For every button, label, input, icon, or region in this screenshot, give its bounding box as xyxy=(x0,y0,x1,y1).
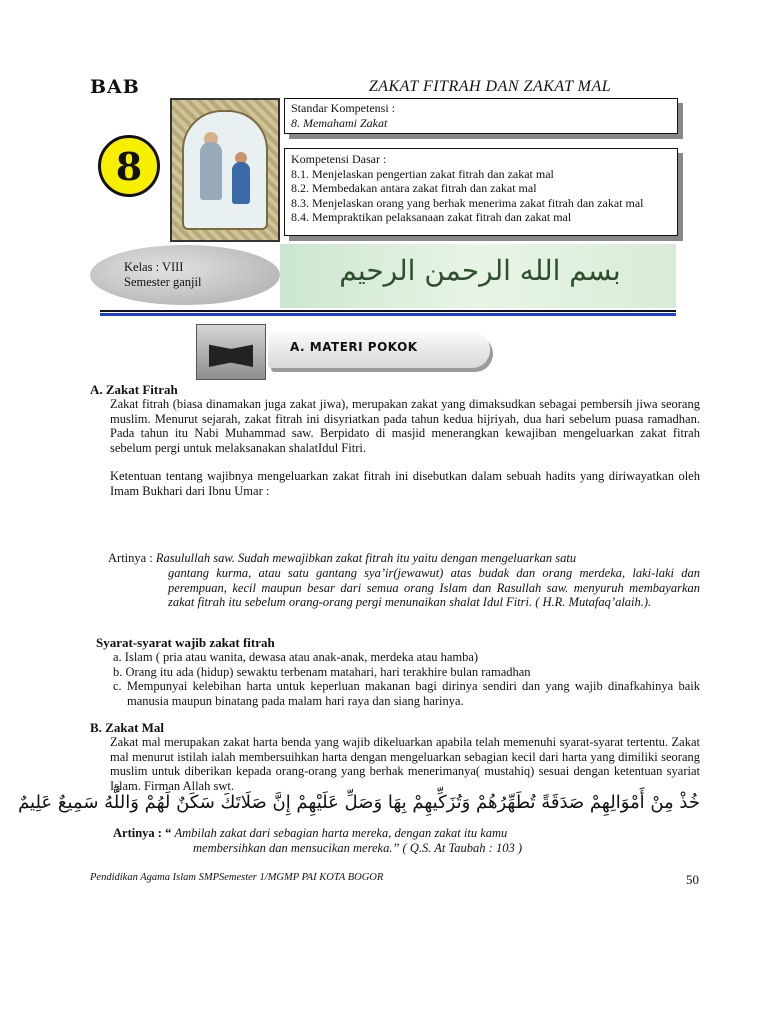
divider-line xyxy=(100,310,676,312)
kompetensi-dasar-heading: Kompetensi Dasar : xyxy=(291,152,387,166)
section-b-title: B. Zakat Mal xyxy=(90,720,165,735)
chapter-title: ZAKAT FITRAH DAN ZAKAT MAL xyxy=(368,78,612,95)
section-a-paragraph: Zakat fitrah (biasa dinamakan juga zakat jiwa), merupakan zakat yang dimaksudkan sebagai pembersih jiwa seorang muslim. Menurut sejarah, zakat fitrah ini disyriatkan pada tahun kedua hijriyah, dua hari sebelum puasa ramadhan. Pada tahun itu Nabi Muhammad saw. Berpidato di masjid menerangkan kewajiban mengeluarkan zakat fitrah sebelum pergi untuk melaksanakan shalatIdul Fitri. xyxy=(110,397,700,455)
kompetensi-dasar-item: 8.4. Mempraktikan pelaksanaan zakat fitrah dan zakat mal xyxy=(291,210,572,224)
divider-line-blue xyxy=(100,313,676,316)
materi-pokok-heading: A. MATERI POKOK xyxy=(290,340,418,354)
verse-translation-line1 xyxy=(113,826,700,841)
bab-label: BAB xyxy=(90,76,140,98)
kompetensi-dasar-item: 8.3. Menjelaskan orang yang berhak menerima zakat fitrah dan zakat mal xyxy=(291,195,644,210)
standar-kompetensi-box xyxy=(284,98,678,134)
hadith-translation-first xyxy=(108,551,700,566)
kompetensi-dasar-item: 8.1. Menjelaskan pengertian zakat fitrah dan zakat mal xyxy=(291,166,554,181)
chapter-number-badge: 8 xyxy=(98,135,160,197)
standar-kompetensi-item: 8. Memahami Zakat xyxy=(291,115,388,130)
hadith-translation-rest: gantang kurma, atau satu gantang sya’ir(jewawut) atas budak dan orang merdeka, laki-laki dan perempuan, kecil maupun besar dari semua orang Islam dan Rasullah saw. menyuruh membayarkan zakat fitrah itu sebelum orang-orang pergi menunaikan shalat Idul Fitri. ( H.R. Mutafaq’alaih.). xyxy=(168,566,700,609)
verse-translation-text: Ambilah zakat dari sebagian harta mereka, dengan zakat itu kamu xyxy=(174,826,508,840)
page-number: 50 xyxy=(686,872,699,887)
verse-translation-line2: membersihkan dan mensucikan mereka.” ( Q.S. At Taubah : 103 ) xyxy=(193,841,523,855)
kelas-line: Kelas : VIII xyxy=(124,260,184,274)
artinya-label: Artinya : “ xyxy=(113,826,172,840)
footer-text: Pendidikan Agama Islam SMPSemester 1/MGMP PAI KOTA BOGOR xyxy=(90,872,384,883)
kompetensi-dasar-item: 8.2. Membedakan antara zakat fitrah dan zakat mal xyxy=(291,181,537,195)
quran-book-icon xyxy=(196,324,266,380)
syarat-item: c. Mempunyai kelebihan harta untuk keperluan makanan bagi dirinya sendiri dan yang wajib dinafkahinya baik manusia maupun binatang pada malam hari raya dan siang harinya. xyxy=(113,679,700,708)
syarat-item: b. Orang itu ada (hidup) sewaktu terbenam matahari, hari terakhire bulan ramadhan xyxy=(113,665,531,679)
kompetensi-dasar-box xyxy=(284,148,678,236)
bismillah-banner xyxy=(280,244,676,308)
artinya-label: Artinya : xyxy=(108,551,156,565)
quran-verse-arabic: خُذْ مِنْ أَمْوَالِهِمْ صَدَقَةً تُطَهِّرُهُمْ وَتُزَكِّيهِمْ بِهَا وَصَلِّ عَلَيْهِمْ إِنَّ صَلَاتَكَ سَكَنٌ لَهُمْ وَاللَّهُ سَمِيعٌ عَلِيمٌ xyxy=(18,792,700,813)
kelas-info xyxy=(124,260,201,290)
chapter-illustration xyxy=(170,98,280,242)
standar-kompetensi-heading: Standar Kompetensi : xyxy=(291,101,395,115)
syarat-title: Syarat-syarat wajib zakat fitrah xyxy=(96,635,275,650)
semester-line: Semester ganjil xyxy=(124,275,202,289)
section-a-title: A. Zakat Fitrah xyxy=(90,382,178,397)
bismillah-calligraphy: بسم الله الرحمن الرحيم xyxy=(339,254,621,287)
section-a-hadith-intro: Ketentuan tentang wajibnya mengeluarkan zakat fitrah ini disebutkan dalam sebuah hadits yang diriwayatkan oleh Imam Bukhari dari Ibnu Umar : xyxy=(110,469,700,498)
artinya-text: Rasulullah saw. Sudah mewajibkan zakat fitrah itu yaitu dengan mengeluarkan satu xyxy=(155,551,577,565)
syarat-item: a. Islam ( pria atau wanita, dewasa atau anak-anak, merdeka atau hamba) xyxy=(113,650,479,664)
section-b-paragraph: Zakat mal merupakan zakat harta benda yang wajib dikeluarkan apabila telah memenuhi syarat-syarat tertentu. Zakat mal menurut istilah ialah membersuihkan harta dengan mengeluarkan sebagian kecil dari harta yang dimiliki seorang muslim untuk diberikan kepada orang-orang yang berhak menerimanya( mustahiq) sesuai dengan ketentuan syariat Islam. Firman Allah swt. xyxy=(110,735,700,793)
